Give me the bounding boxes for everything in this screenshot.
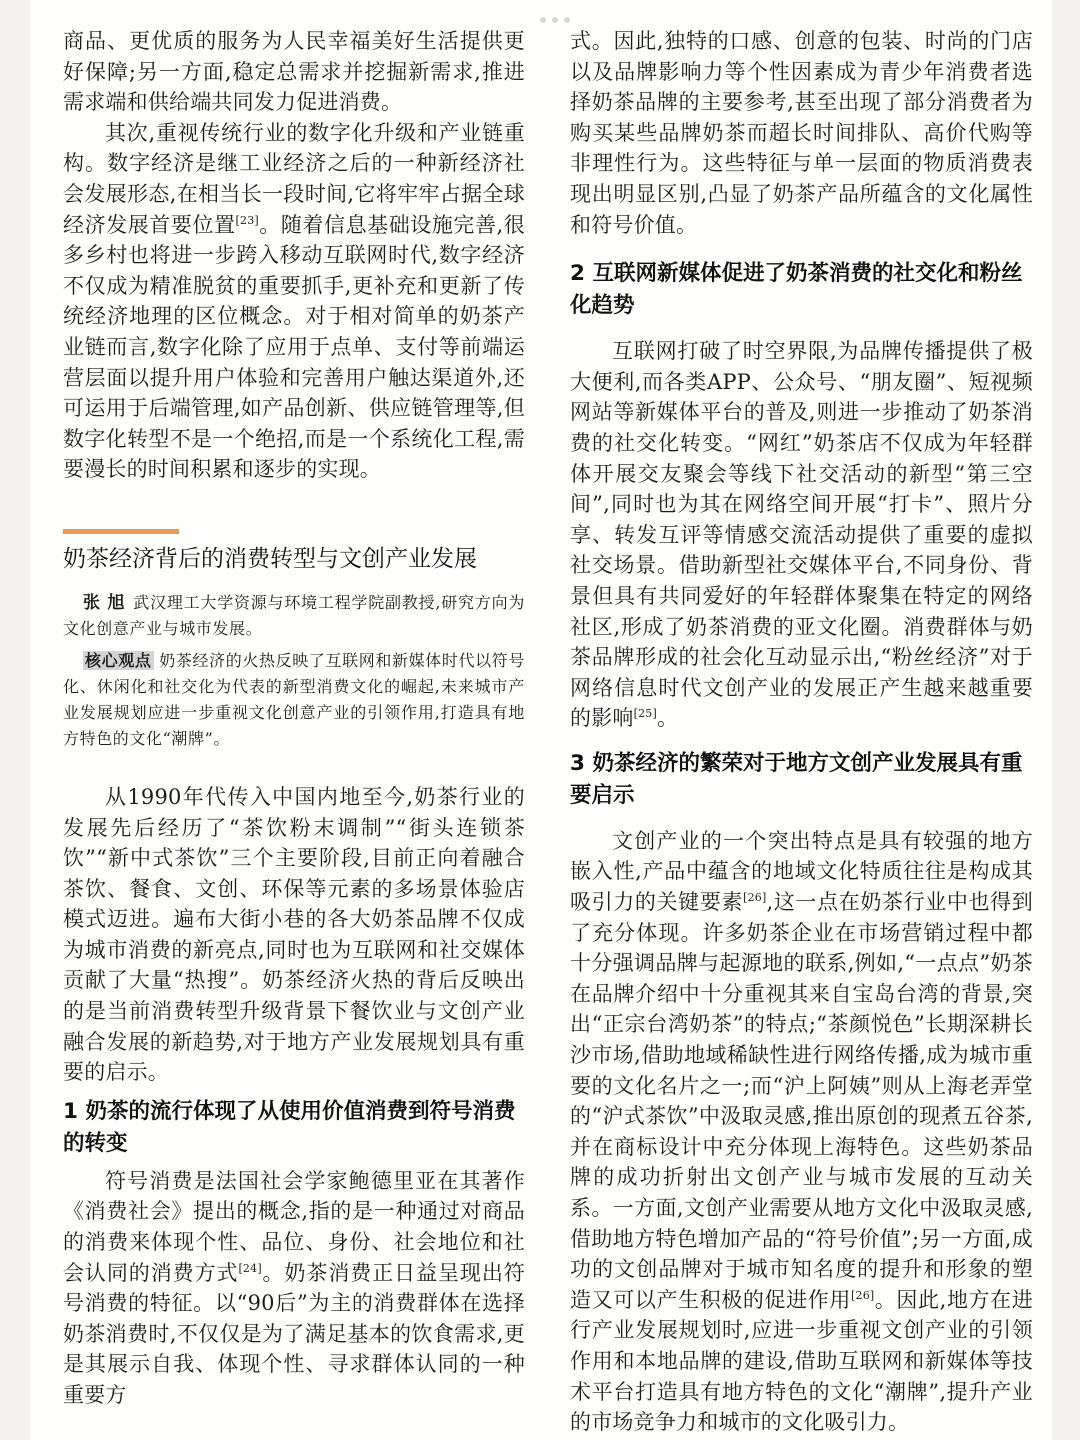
left-column xyxy=(63,26,525,1411)
page xyxy=(30,0,1052,1440)
citation-ref: [23] xyxy=(235,213,259,227)
citation-ref: [26] xyxy=(851,1288,875,1302)
section-heading-1: 1 奶茶的流行体现了从使用价值消费到符号消费的转变 xyxy=(63,1098,516,1156)
paragraph-continued: 商品、更优质的服务为人民幸福美好生活提供更好保障;另一方面,稳定总需求并挖掘新需求,推进需求端和供给端共同发力促进消费。 xyxy=(63,29,525,115)
title-accent-bar xyxy=(63,529,179,534)
core-viewpoint xyxy=(63,648,525,752)
section-heading-2: 2 互联网新媒体促进了奶茶消费的社交化和粉丝化趋势 xyxy=(570,261,1023,319)
author-bio: 武汉理工大学资源与环境工程学院副教授,研究方向为文化创意产业与城市发展。 xyxy=(63,592,525,638)
paragraph-local-industry: 文创产业的一个突出特点是具有较强的地方嵌入性,产品中蕴含的地域文化特质往往是构成其吸引力的关键要素[26],这一点在奶茶行业中也得到了充分体现。许多奶茶企业在市场营销过程中都十分强调品牌与起源地的联系,例如,“一点点”奶茶在品牌介绍中十分重视其来自宝岛台湾的背景,突出“正宗台湾奶茶”的特点;“茶颜悦色”长期深耕长沙市场,借助地域稀缺性进行网络传播,成为城市重要的文化名片之一;而“沪上阿姨”则从上海老弄堂的“沪式茶饮”中汲取灵感,推出原创的现煮五谷茶,并在商标设计中充分体现上海特色。这些奶茶品牌的成功折射出文创产业与城市发展的互动关系。一方面,文创产业需要从地方文化中汲取灵感,借助地方特色增加产品的“符号价值”;另一方面,成功的文创品牌对于城市知名度的提升和形象的塑造又可以产生积极的促进作用[26]。因此,地方在进行产业发展规划时,应进一步重视文创产业的引领作用和本地品牌的建设,借助互联网和新媒体等技术平台打造具有地方特色的文化“潮牌”,提升产业的市场竞争力和城市的文化吸引力。 xyxy=(570,828,1033,1435)
article-title: 奶茶经济背后的消费转型与文创产业发展 xyxy=(63,545,477,572)
paragraph-digital-upgrade: 其次,重视传统行业的数字化升级和产业链重构。数字经济是继工业经济之后的一种新经济社会发展形态,在相当长一段时间,它将牢牢占据全球经济发展首要位置[23]。随着信息基础设施完善,很多乡村也将进一步跨入移动互联网时代,数字经济不仅成为精准脱贫的重要抓手,更补充和更新了传统经济地理的区位概念。对于相对简单的奶茶产业链而言,数字化除了应用于点单、支付等前端运营层面以提升用户体验和完善用户触达渠道外,还可运用于后端管理,如产品创新、供应链管理等,但数字化转型不是一个绝招,而是一个系统化工程,需要漫长的时间积累和逐步的实现。 xyxy=(63,120,525,482)
paragraph-intro: 从1990年代传入中国内地至今,奶茶行业的发展先后经历了“茶饮粉末调制”“街头连锁茶饮”“新中式茶饮”三个主要阶段,目前正向着融合茶饮、餐食、文创、环保等元素的多场景体验店模式迈进。遍布大街小巷的各大奶茶品牌不仅成为城市消费的新亮点,同时也为互联网和社交媒体贡献了大量“热搜”。奶茶经济火热的背后反映出的是当前消费转型升级背景下餐饮业与文创产业融合发展的新趋势,对于地方产业发展规划具有重要的启示。 xyxy=(63,784,525,1085)
citation-ref: [26] xyxy=(743,891,767,905)
core-viewpoint-label: 核心观点 xyxy=(85,650,152,670)
paragraph-social-media: 互联网打破了时空界限,为品牌传播提供了极大便利,而各类APP、公众号、“朋友圈”、短视频网站等新媒体平台的普及,则进一步推动了奶茶消费的社交化转变。“网红”奶茶店不仅成为年轻群体开展交友聚会等线下社交活动的新型“第三空间”,同时也为其在网络空间开展“打卡”、照片分享、转发互评等情感交流活动提供了重要的虚拟社交场景。借助新型社交媒体平台,不同身份、背景但具有共同爱好的年轻群体聚集在特定的网络社区,形成了奶茶消费的亚文化圈。消费群体与奶茶品牌形成的社会化互动显示出,“粉丝经济”对于网络信息时代文创产业的发展正产生越来越重要的影响[25]。 xyxy=(570,339,1033,731)
author-name: 张 旭 xyxy=(83,592,126,613)
paragraph-symbol-consumption: 符号消费是法国社会学家鲍德里亚在其著作《消费社会》提出的概念,指的是一种通过对商品的消费来体现个性、品位、身份、社会地位和社会认同的消费方式[24]。奶茶消费正日益呈现出符号消费的特征。以“90后”为主的消费群体在选择奶茶消费时,不仅仅是为了满足基本的饮食需求,更是其展示自我、体现个性、寻求群体认同的一种重要方 xyxy=(63,1168,525,1407)
right-column xyxy=(570,26,1033,1438)
page-indicator-dots xyxy=(540,8,600,16)
article-header xyxy=(63,529,525,752)
section-heading-3: 3 奶茶经济的繁荣对于地方文创产业发展具有重要启示 xyxy=(570,750,1023,808)
citation-ref: [24] xyxy=(238,1261,262,1275)
paragraph-continued: 式。因此,独特的口感、创意的包装、时尚的门店以及品牌影响力等个性因素成为青少年消费者选择奶茶品牌的主要参考,甚至出现了部分消费者为购买某些品牌奶茶而超长时间排队、高价代购等非理性行为。这些特征与单一层面的物质消费表现出明显区别,凸显了奶茶产品所蕴含的文化属性和符号价值。 xyxy=(570,29,1033,237)
core-viewpoint-text: 奶茶经济的火热反映了互联网和新媒体时代以符号化、休闲化和社交化为代表的新型消费文化的崛起,未来城市产业发展规划应进一步重视文化创意产业的引领作用,打造具有地方特色的文化“潮牌”。 xyxy=(63,650,525,748)
author-info xyxy=(63,590,525,642)
citation-ref: [25] xyxy=(633,707,657,721)
